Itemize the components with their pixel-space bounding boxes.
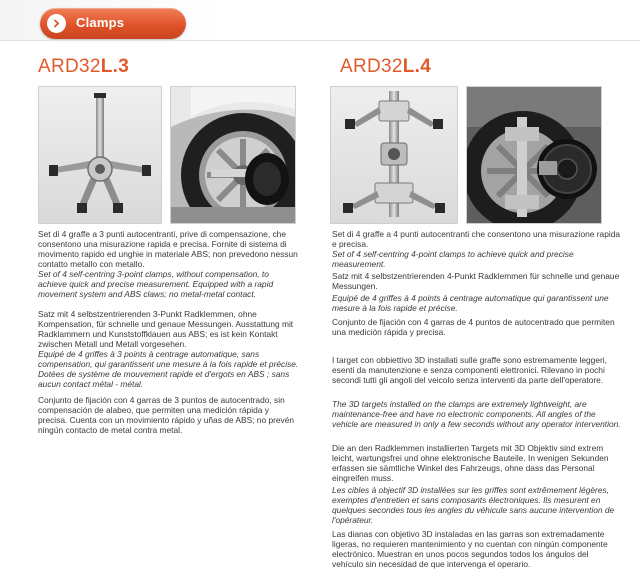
targets-description-es: Las dianas con objetivo 3D instaladas en las garras son extremadamente ligeras, no requieren mantenimiento y no cuentan con ningún componente electrónico. Muestran en unos pocos segundos todos los ángulos del vehículo sin necesidad de que intervenga el operario. [332, 529, 608, 569]
clamp-3-point-photo [38, 86, 162, 224]
l3-description-en: Set of 4 self-centring 3-point clamps, without compensation, to achieve quick and precise measurement. Equipped with a rapid movement system and ABS claws; no metal-metal contact. [38, 269, 274, 299]
l4-description-es: Conjunto de fijación con 4 garras de 4 puntos de autocentrado que permiten una medición rápida y precisa. [332, 317, 615, 337]
l4-description-fr: Equipé de 4 griffes à 4 points à centrage automatique qui garantissent une mesure à la fois rapide et précise. [332, 293, 609, 313]
l4-description-en: Set of 4 self-centring 4-point clamps to achieve quick and precise measurement. [332, 249, 574, 269]
targets-description-fr: Les cibles à objectif 3D installées sur les griffes sont extrêmement légères, exemptes d'entretien et sans composants électroniques. Ils mesurent en quelques secondes tous les angles du véhicule sans aucune intervention de l'opérateur. [332, 485, 615, 525]
l4-description-de: Satz mit 4 selbstzentrierenden 4-Punkt Radklemmen für schnelle und genaue Messungen. [332, 271, 620, 291]
clamp-3-point-on-wheel-photo [170, 86, 296, 224]
section-header-clamps[interactable] [40, 8, 186, 39]
l3-description-de: Satz mit 4 selbstzentrierenden 3-Punkt Radklemmen, ohne Kompensation, für schnelle und genaue Messungen. Ausstattung mit Radklammern und Kunststoffklauen aus ABS; es ist kein Kontakt zwischen Metall und Metall vorgesehen. [38, 309, 294, 349]
l3-description-es: Conjunto de fijación con 4 garras de 3 puntos de autocentrado, sin compensación de alabeo, que permiten una medición rápida y precisa. Cuenta con un movimiento rápido y uñas de ABS; no prevén ningún contacto de metal contra metal. [38, 395, 295, 435]
model-title-l3: ARD32L.3 [38, 56, 130, 77]
targets-description-it: I target con obbiettivo 3D installati sulle graffe sono estremamente leggeri, esenti da manutenzione e senza componenti elettronici. Rilevano in pochi secondi tutti gli angoli del veicolo senza interventi da parte dell'operatore. [332, 355, 607, 385]
clamp-4-point-with-3d-target-photo [466, 86, 602, 224]
targets-description-de: Die an den Radklemmen installierten Targets mit 3D Objektiv sind extrem leicht, wartungsfrei und ohne elektronische Bauteile. In wenigen Sekunden erfassen sie sämtliche Winkel des Fahrzeugs, ohne dass das Personal eingreifen muss. [332, 443, 609, 483]
model-title-l4: ARD32L.4 [340, 56, 432, 77]
chevron-right-icon [47, 14, 66, 33]
l4-description-it: Set di 4 graffe a 4 punti autocentranti che consentono una misurazione rapida e precisa. [332, 229, 621, 249]
clamp-4-point-photo [330, 86, 458, 224]
targets-description-en: The 3D targets installed on the clamps are extremely lightweight, are maintenance-free and have no electronic components. All angles of the vehicle are measured in only a few seconds without any operator intervention. [332, 399, 621, 429]
section-title: Clamps [76, 15, 125, 30]
l3-description-it: Set di 4 graffe a 3 punti autocentranti, prive di compensazione, che consentono una misurazione rapida e precisa. Fornite di sistema di movimento rapido ed unghie in materiale ABS; non prevedono nessun contatto metallo con metallo. [38, 229, 298, 269]
l3-description-fr: Equipé de 4 griffes à 3 points à centrage automatique, sans compensation, qui garantissent une mesure à la fois rapide et précise. Dotées de système de mouvement rapide et d'ergots en ABS ; sans aucun contact métal - métal. [38, 349, 299, 389]
header-divider [0, 40, 640, 41]
